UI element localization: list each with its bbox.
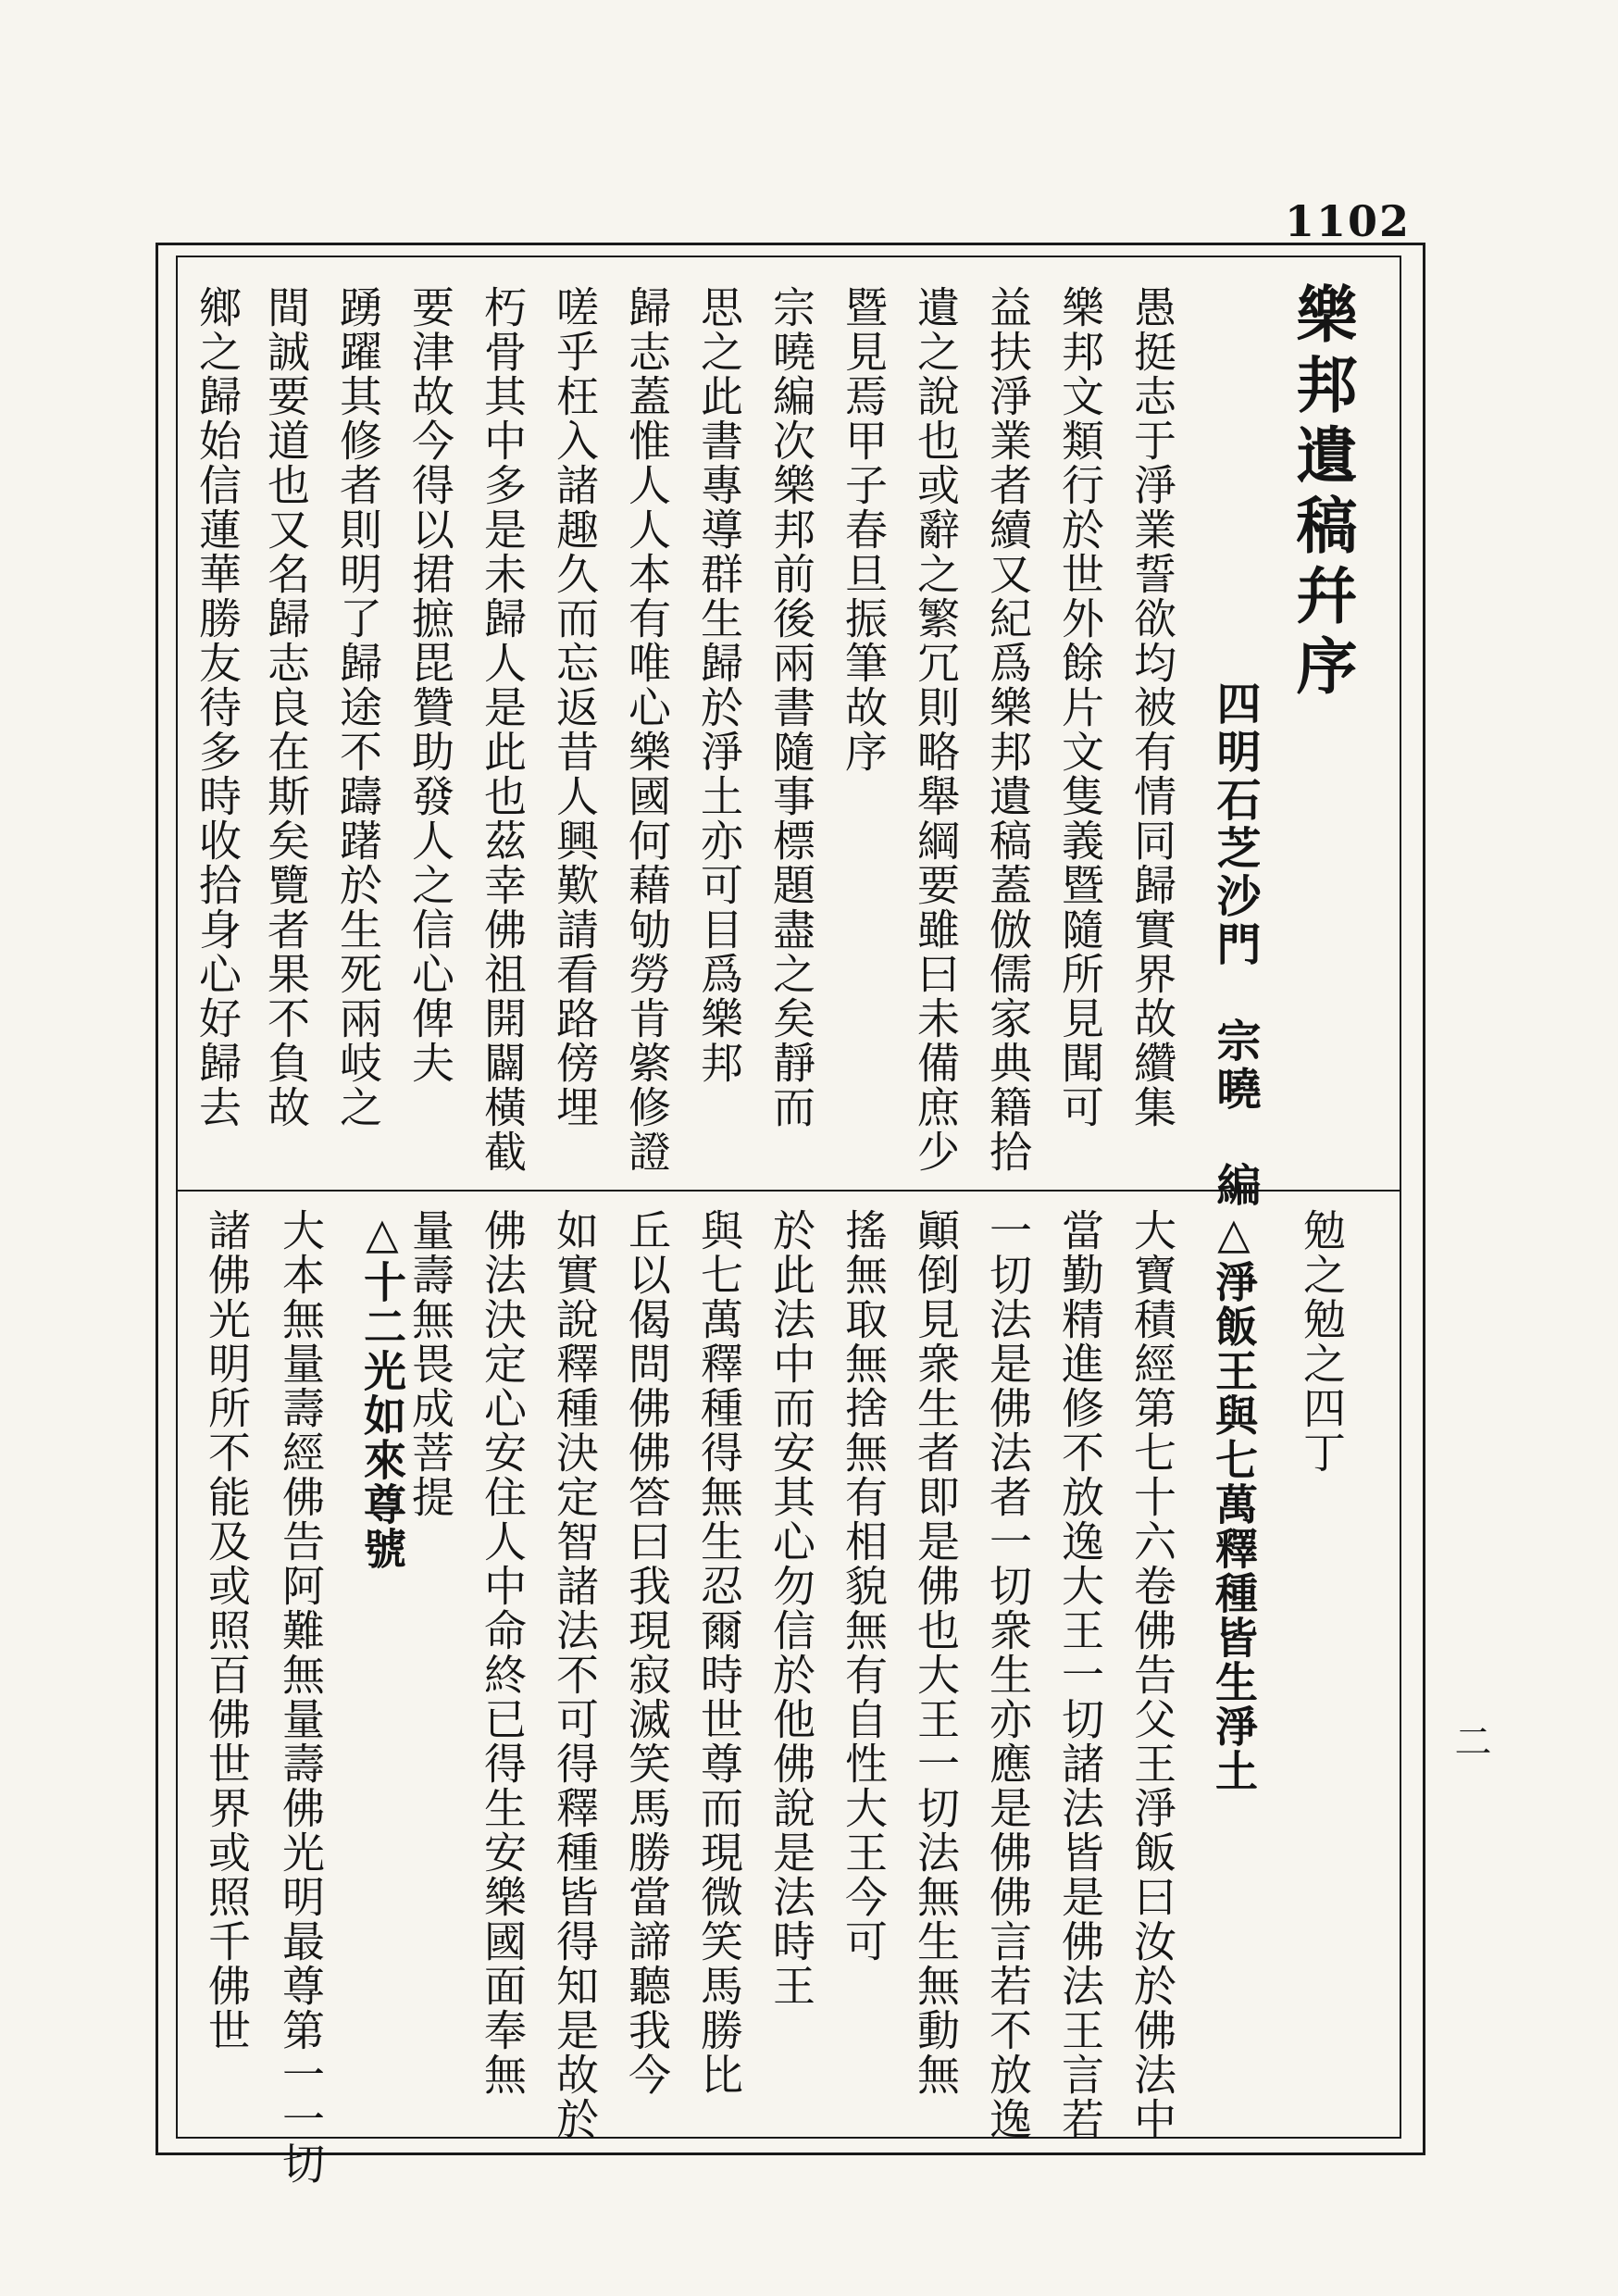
document-title: 樂邦遺稿幷序 (1286, 282, 1358, 705)
main-line: 丘以偈問佛佛答曰我現寂滅笑馬勝當諦聽我今 (622, 1208, 672, 2097)
preface-line: 間誠要道也又名歸志良在斯矣覽者果不負故 (261, 285, 311, 1129)
page-number: 1102 (1285, 196, 1412, 246)
preface-line: 鄉之歸始信蓮華勝友待多時收拾身心好歸去 (193, 285, 243, 1129)
preface-line: 宗曉編次樂邦前後兩書隨事標題盡之矣靜而 (766, 285, 816, 1129)
preface-line: 樂邦文類行於世外餘片文隻義暨隨所見聞可 (1055, 285, 1105, 1129)
author-line: 四明石芝沙門 宗曉 編 (1209, 680, 1261, 1210)
preface-line: 愚挺志于淨業誓欲均被有情同歸實界故纘集 (1127, 285, 1177, 1129)
section-heading: △淨飯王與七萬釋種皆生淨土 (1209, 1208, 1259, 1793)
main-line: 佛法決定心安住人中命終已得生安樂國面奉無 (478, 1208, 528, 2097)
preface-line: 踴躍其修者則明了歸途不躊躇於生死兩岐之 (333, 285, 383, 1129)
preface-line: 遺之說也或辭之繁冗則略舉綱要雖曰未備庶少 (911, 285, 961, 1174)
main-line: 搖無取無捨無有相貌無有自性大王今可 (839, 1208, 889, 1964)
section-heading: △十二光如來尊號 (357, 1208, 407, 1571)
margin-number: 二 (1449, 1722, 1491, 1759)
main-line: 勉之勉之四丁 (1297, 1208, 1347, 1475)
preface-line: 朽骨其中多是未歸人是此也茲幸佛祖開闢橫截 (478, 285, 528, 1174)
main-line: 與七萬釋種得無生忍爾時世尊而現微笑馬勝比 (694, 1208, 744, 2097)
main-line: 一切法是佛法者一切衆生亦應是佛佛言若不放逸 (983, 1208, 1033, 2141)
main-line: 量壽無畏成菩提 (405, 1208, 455, 1519)
main-line: 於此法中而安其心勿信於他佛說是法時王 (766, 1208, 816, 2008)
preface-line: 嗟乎枉入諸趣久而忘返昔人興歎請看路傍埋 (550, 285, 600, 1129)
preface-line: 益扶淨業者續又紀爲樂邦遺稿蓋倣儒家典籍拾 (983, 285, 1033, 1174)
main-line: 當勤精進修不放逸大王一切諸法皆是佛法王言若 (1055, 1208, 1105, 2141)
preface-line: 暨見焉甲子春旦振筆故序 (839, 285, 889, 774)
main-line: 大寶積經第七十六卷佛告父王淨飯曰汝於佛法中 (1127, 1208, 1177, 2141)
preface-line: 歸志蓋惟人人本有唯心樂國何藉劬勞肯綮修證 (622, 285, 672, 1174)
main-line: 諸佛光明所不能及或照百佛世界或照千佛世 (202, 1208, 252, 2053)
preface-line: 要津故今得以捃摭毘贊助發人之信心俾夫 (405, 285, 455, 1085)
preface-line: 思之此書專導群生歸於淨土亦可目爲樂邦 (694, 285, 744, 1085)
main-line: 大本無量壽經佛告阿難無量壽佛光明最尊第一一切 (276, 1208, 326, 2186)
main-line: 如實說釋種決定智諸法不可得釋種皆得知是故於 (550, 1208, 600, 2141)
main-line: 顚倒見衆生者即是佛也大王一切法無生無動無 (911, 1208, 961, 2097)
